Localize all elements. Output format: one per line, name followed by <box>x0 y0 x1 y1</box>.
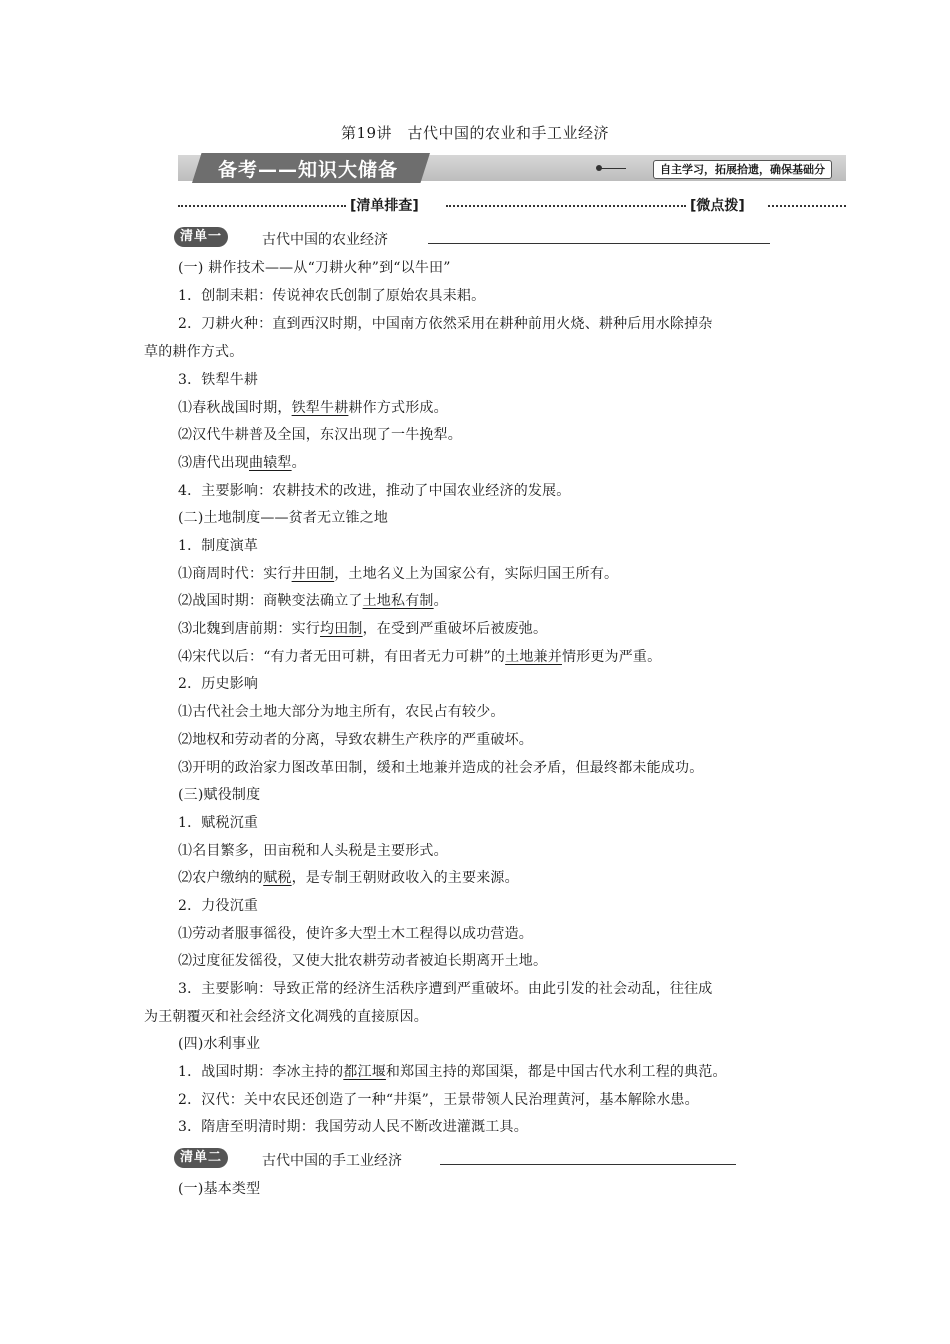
text-line: ⑵汉代牛耕普及全国，东汉出现了一牛挽犁。 <box>178 427 462 443</box>
text-line: (二)土地制度——贫者无立锥之地 <box>178 510 389 526</box>
text-line: 2．力役沉重 <box>178 898 259 914</box>
section-banner <box>178 153 846 183</box>
section-2-title: 古代中国的手工业经济 <box>262 1153 402 1169</box>
dotted-rule <box>446 205 686 207</box>
text-line: 3．隋唐至明清时期：我国劳动人民不断改进灌溉工具。 <box>178 1119 528 1135</box>
page-title: 第19讲 古代中国的农业和手工业经济 <box>340 124 610 142</box>
text-line: 1．赋税沉重 <box>178 815 259 831</box>
key-term: 铁犁牛耕 <box>291 400 349 416</box>
subheader-row <box>178 195 846 215</box>
text-line: 2．汉代：关中农民还创造了一种“井渠”，王景带领人民治理黄河，基本解除水患。 <box>178 1092 699 1108</box>
key-term: 土地兼并 <box>505 649 562 665</box>
checklist-label: [清单排查] <box>350 198 419 214</box>
text-line: 2．历史影响 <box>178 676 259 692</box>
text-line: 3．主要影响：导致正常的经济生活秩序遭到严重破坏。由此引发的社会动乱，往往成 <box>178 981 713 997</box>
key-term: 土地私有制 <box>362 593 434 609</box>
key-term: 赋税 <box>263 870 292 886</box>
text-line: 草的耕作方式。 <box>144 344 244 360</box>
text-line: 4．主要影响：农耕技术的改进，推动了中国农业经济的发展。 <box>178 483 571 499</box>
text-line: 3．铁犁牛耕 <box>178 372 259 388</box>
text-line: ⑴古代社会土地大部分为地主所有，农民占有较少。 <box>178 704 505 720</box>
key-term: 都江堰 <box>343 1064 386 1080</box>
text-line: (四)水利事业 <box>178 1036 261 1052</box>
banner-subtitle: 自主学习，拓展拾遗，确保基础分 <box>653 160 832 179</box>
dotted-rule <box>178 205 346 207</box>
checklist-badge-1: 清单一 <box>174 227 228 247</box>
checklist-badge-2: 清单二 <box>174 1148 228 1168</box>
key-term: 井田制 <box>291 566 335 582</box>
text-line: ⑴名目繁多，田亩税和人头税是主要形式。 <box>178 843 448 859</box>
text-line: ⑶唐代出现曲辕犁。 <box>178 455 306 471</box>
text-line: ⑶北魏到唐前期：实行均田制，在受到严重破坏后被废弛。 <box>178 621 548 637</box>
text-line: ⑴劳动者服事徭役，使许多大型土木工程得以成功营造。 <box>178 926 533 942</box>
tips-label: [微点拨] <box>690 198 745 214</box>
text-line: (一) 耕作技术——从“刀耕火种”到“以牛田” <box>178 260 451 276</box>
section-2-rule <box>440 1164 736 1165</box>
text-line: ⑷宋代以后：“有力者无田可耕，有田者无力可耕”的土地兼并情形更为严重。 <box>178 649 662 665</box>
text-line: ⑵战国时期：商鞅变法确立了土地私有制。 <box>178 593 448 609</box>
section-1-rule <box>428 243 770 244</box>
text-line: ⑴春秋战国时期，铁犁牛耕耕作方式形成。 <box>178 400 448 416</box>
banner-connector <box>598 168 626 169</box>
text-line: 1．创制耒耜：传说神农氏创制了原始农具耒耜。 <box>178 288 486 304</box>
key-term: 曲辕犁 <box>249 455 292 471</box>
text-line: 1．战国时期：李冰主持的都江堰和郑国主持的郑国渠，都是中国古代水利工程的典范。 <box>178 1064 727 1080</box>
text-line: (一)基本类型 <box>178 1181 261 1197</box>
text-line: 1．制度演革 <box>178 538 259 554</box>
text-line: ⑵过度征发徭役，又使大批农耕劳动者被迫长期离开土地。 <box>178 953 548 969</box>
dotted-rule <box>768 205 846 207</box>
key-term: 均田制 <box>320 621 363 637</box>
banner-title: 备考——知识大储备 <box>218 159 399 181</box>
section-1-title: 古代中国的农业经济 <box>262 232 388 248</box>
text-line: 2．刀耕火种：直到西汉时期，中国南方依然采用在耕种前用火烧、耕种后用水除掉杂 <box>178 316 713 332</box>
text-line: ⑵地权和劳动者的分离，导致农耕生产秩序的严重破坏。 <box>178 732 533 748</box>
text-line: 为王朝覆灭和社会经济文化凋残的直接原因。 <box>144 1009 428 1025</box>
text-line: ⑵农户缴纳的赋税，是专制王朝财政收入的主要来源。 <box>178 870 519 886</box>
text-line: ⑶开明的政治家力图改革田制，缓和土地兼并造成的社会矛盾，但最终都未能成功。 <box>178 760 704 776</box>
text-line: ⑴商周时代：实行井田制，土地名义上为国家公有，实际归国王所有。 <box>178 566 619 582</box>
text-line: (三)赋役制度 <box>178 787 261 803</box>
